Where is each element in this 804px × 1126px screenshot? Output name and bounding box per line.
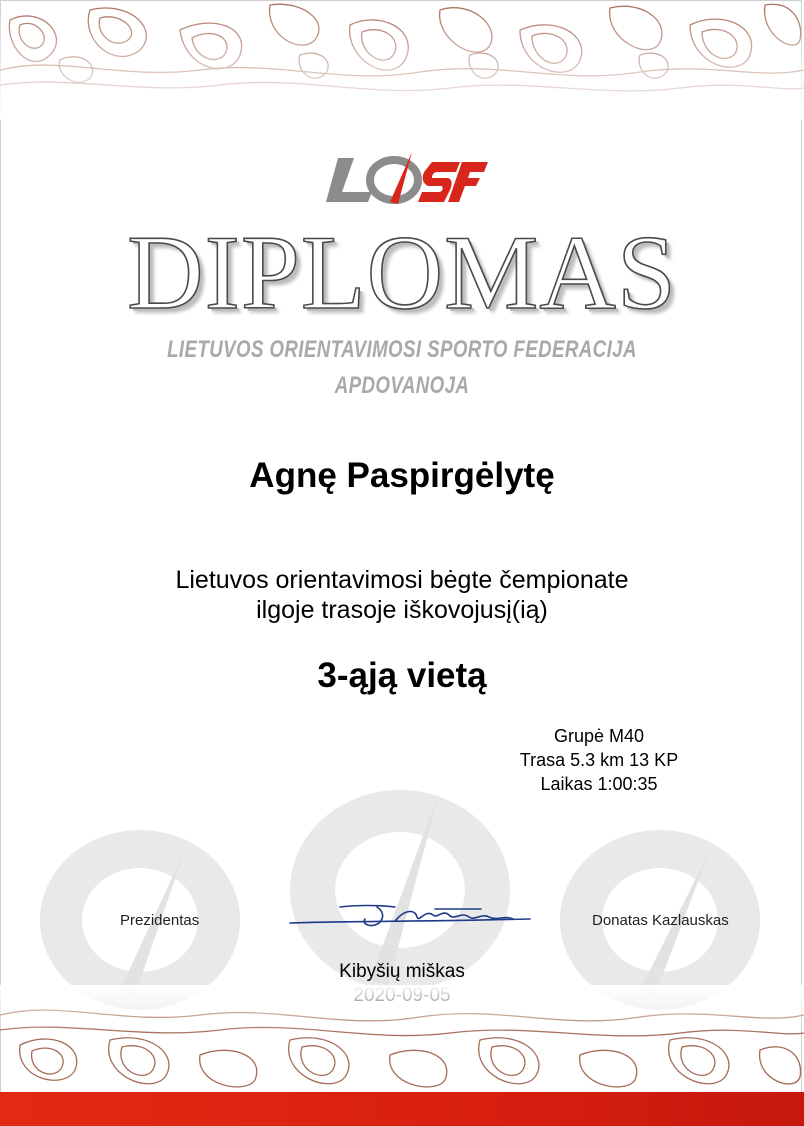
place-award: 3-ąją vietą xyxy=(317,656,487,695)
federation-name: LIETUVOS ORIENTAVIMOSI SPORTO FEDERACIJA xyxy=(167,336,637,363)
event-description: Lietuvos orientavimosi bėgte čempionate xyxy=(175,566,629,594)
course-label: Trasa 5.3 km 13 KP xyxy=(519,750,679,770)
group-label: Grupė M40 xyxy=(553,726,645,746)
federation-awards: APDOVANOJA xyxy=(334,372,470,399)
handwritten-signature-icon xyxy=(285,895,535,935)
time-label: Laikas 1:00:35 xyxy=(540,774,658,794)
signatory-role: Prezidentas xyxy=(120,912,200,929)
event-location: Kibyšių miškas xyxy=(339,961,465,982)
event-course-description: ilgoje trasoje iškovojusį(ią) xyxy=(256,596,548,624)
result-details xyxy=(490,724,708,796)
red-footer-band xyxy=(0,1092,804,1126)
diploma-title: DIPLOMAS xyxy=(127,214,677,331)
signatory-name: Donatas Kazlauskas xyxy=(592,912,729,929)
topographic-pattern-bottom xyxy=(0,985,804,1095)
losf-compass-logo-icon xyxy=(320,150,490,205)
awardee-name: Agnę Paspirgėlytę xyxy=(249,456,555,495)
topographic-pattern-top xyxy=(0,0,804,120)
